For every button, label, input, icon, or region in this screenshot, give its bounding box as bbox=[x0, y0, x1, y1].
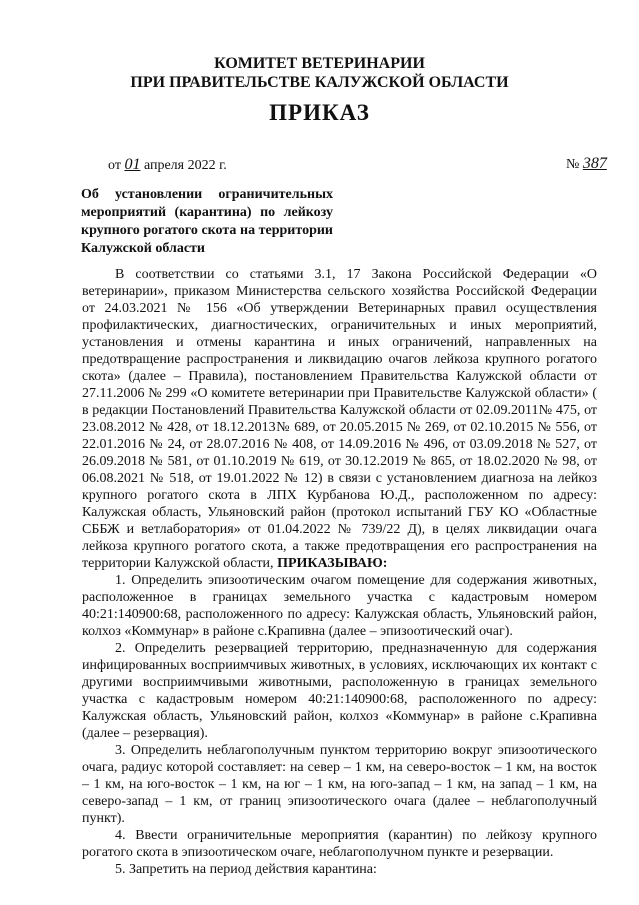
number-sign: № bbox=[566, 157, 580, 172]
command-word: ПРИКАЗЫВАЮ: bbox=[277, 556, 388, 571]
order-body bbox=[82, 266, 597, 878]
date-prefix: от bbox=[108, 158, 121, 173]
order-date bbox=[108, 156, 227, 174]
list-item: 1. Определить эпизоотическим очагом помещение для содержания животных, расположенное в границах земельного участка с кадастровым номером 40:21:140900:68, расположенного по адресу: Калужская область, Ульяновский район, колхоз «Коммунар» в районе с.Крапивна (далее – эпизоотический очаг). bbox=[82, 573, 597, 639]
list-item: 5. Запретить на период действия карантина: bbox=[115, 862, 377, 877]
list-item: 4. Ввести ограничительные мероприятия (карантин) по лейкозу крупного рогатого скота в эпизоотическом очаге, неблагополучном пункте и резервации. bbox=[82, 828, 597, 860]
order-number bbox=[566, 155, 607, 173]
organization-name: КОМИТЕТ ВЕТЕРИНАРИИ bbox=[214, 55, 425, 72]
document-title: ПРИКАЗ bbox=[269, 100, 370, 125]
preamble-text: В соответствии со статьями 3.1, 17 Закона Российской Федерации «О ветеринарии», приказом Министерства сельского хозяйства Российской Федерации от 24.03.2021 № 156 «Об утверждении Ветеринарных правил осуществления профилактических, диагностических, ограничительных и иных мероприятий, установления и отмены карантина и иных ограничений, направленных на предотвращение распространения и ликвидацию очагов лейкоза крупного рогатого скота» (далее – Правила), постановлением Правительства Калужской области от 27.11.2006 № 299 «О комитете ветеринарии при Правительстве Калужской области» ( в редакции Постановлений Правительства Калужской области от 02.09.2011№ 475, от 23.08.2012 № 428, от 18.12.2013№ 689, от 20.05.2015 № 269, от 02.10.2015 № 556, от 22.01.2016 № 24, от 28.07.2016 № 408, от 14.09.2016 № 496, от 03.09.2018 № 527, от 26.09.2018 № 581, от 01.10.2019 № 619, от 30.12.2019 № 865, от 18.02.2020 № 98, от 06.08.2021 № 518, от 19.01.2022 № 12) в связи с установлением диагноза на лейкоз крупного рогатого скота в ЛПХ Курбанова Ю.Д., расположенном по адресу: Калужская область, Ульяновский район (протокол испытаний ГБУ КО «Областные СББЖ и ветлаборатория» от 01.04.2022 № 739/22 Д), в целях ликвидации очага лейкоза крупного рогатого скота, а также предотвращения его распространения на территории Калужской области, bbox=[82, 267, 597, 571]
order-subject: Об установлении ограничительных мероприятий (карантина) по лейкозу крупного рогатого скота на территории Калужской области bbox=[81, 187, 333, 256]
preamble-paragraph bbox=[82, 266, 597, 572]
list-item: 3. Определить неблагополучным пунктом территорию вокруг эпизоотического очага, радиус которой составляет: на север – 1 км, на северо-восток – 1 км, на восток – 1 км, на юго-восток – 1 км, на юг – 1 км, на юго-запад – 1 км, на запад – 1 км, на северо-запад – 1 км, от границ эпизоотического очага (далее – неблагополучный пункт). bbox=[82, 743, 597, 826]
organization-subtitle: ПРИ ПРАВИТЕЛЬСТВЕ КАЛУЖСКОЙ ОБЛАСТИ bbox=[130, 74, 509, 91]
list-item: 2. Определить резервацией территорию, предназначенную для содержания инфицированных восприимчивых животных, в условиях, исключающих их контакт с другими восприимчивыми животными, расположенную в границах земельного участка с кадастровым номером 40:21:140900:68, расположенного по адресу: Калужская область, Ульяновский район, колхоз «Коммунар» в районе с.Крапивна (далее – резервация). bbox=[82, 641, 597, 741]
date-day-handwritten: 01 bbox=[124, 156, 141, 173]
order-number-handwritten: 387 bbox=[582, 155, 607, 172]
date-month-year: апреля 2022 г. bbox=[143, 158, 227, 173]
